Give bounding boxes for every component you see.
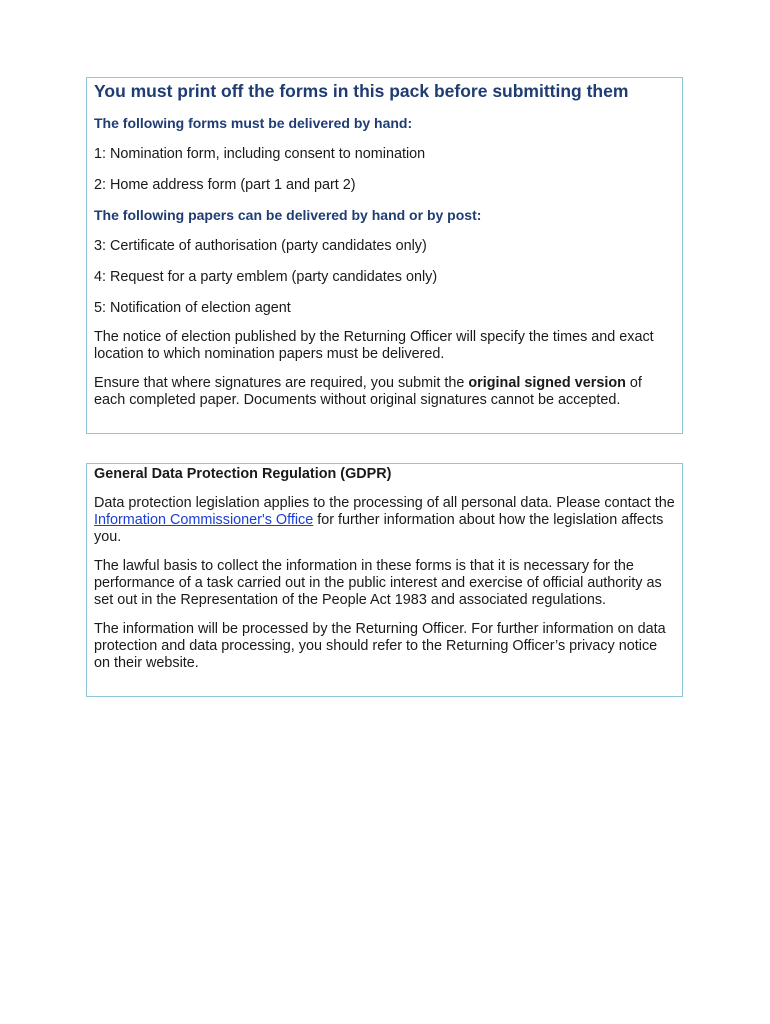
gdpr-box [86,463,683,697]
notice-title: You must print off the forms in this pack before submitting them [94,81,629,101]
gdpr-paragraph-processing: The information will be processed by the Returning Officer. For further information on data protection and data processing, you should refer to the Returning Officer’s privacy notice on their website. [94,621,666,671]
signature-text-bold: original signed version [468,375,626,391]
signature-text-before: Ensure that where signatures are required, you submit the [94,375,469,391]
form-item-nomination: 1: Nomination form, including consent to nomination [94,146,426,162]
form-item-home-address: 2: Home address form (part 1 and part 2) [94,177,356,193]
hand-or-post-heading: The following papers can be delivered by hand or by post: [94,207,482,223]
print-forms-notice-box [86,77,683,434]
ico-link[interactable]: Information Commissioner's Office [94,512,314,528]
form-item-emblem: 4: Request for a party emblem (party candidates only) [94,269,438,285]
gdpr-p1-after: for further information about how the legislation affects you. [94,512,664,545]
notice-of-election-paragraph: The notice of election published by the Returning Officer will specify the times and exact location to which nomination papers must be delivered. [94,329,654,362]
signature-text-after: of each completed paper. Documents without original signatures cannot be accepted. [94,375,642,408]
gdpr-p1-before: Data protection legislation applies to the processing of all personal data. Please contact the [94,495,675,511]
form-item-election-agent: 5: Notification of election agent [94,300,291,316]
gdpr-paragraph-legislation [94,495,676,546]
gdpr-heading: General Data Protection Regulation (GDPR) [94,466,392,482]
form-item-certificate: 3: Certificate of authorisation (party candidates only) [94,238,427,254]
gdpr-paragraph-lawful-basis: The lawful basis to collect the information in these forms is that it is necessary for the performance of a task carried out in the public interest and exercise of official authority as set out in the Representation of the People Act 1983 and associated regulations. [94,558,662,608]
signature-paragraph [94,375,676,409]
by-hand-heading: The following forms must be delivered by hand: [94,115,413,131]
